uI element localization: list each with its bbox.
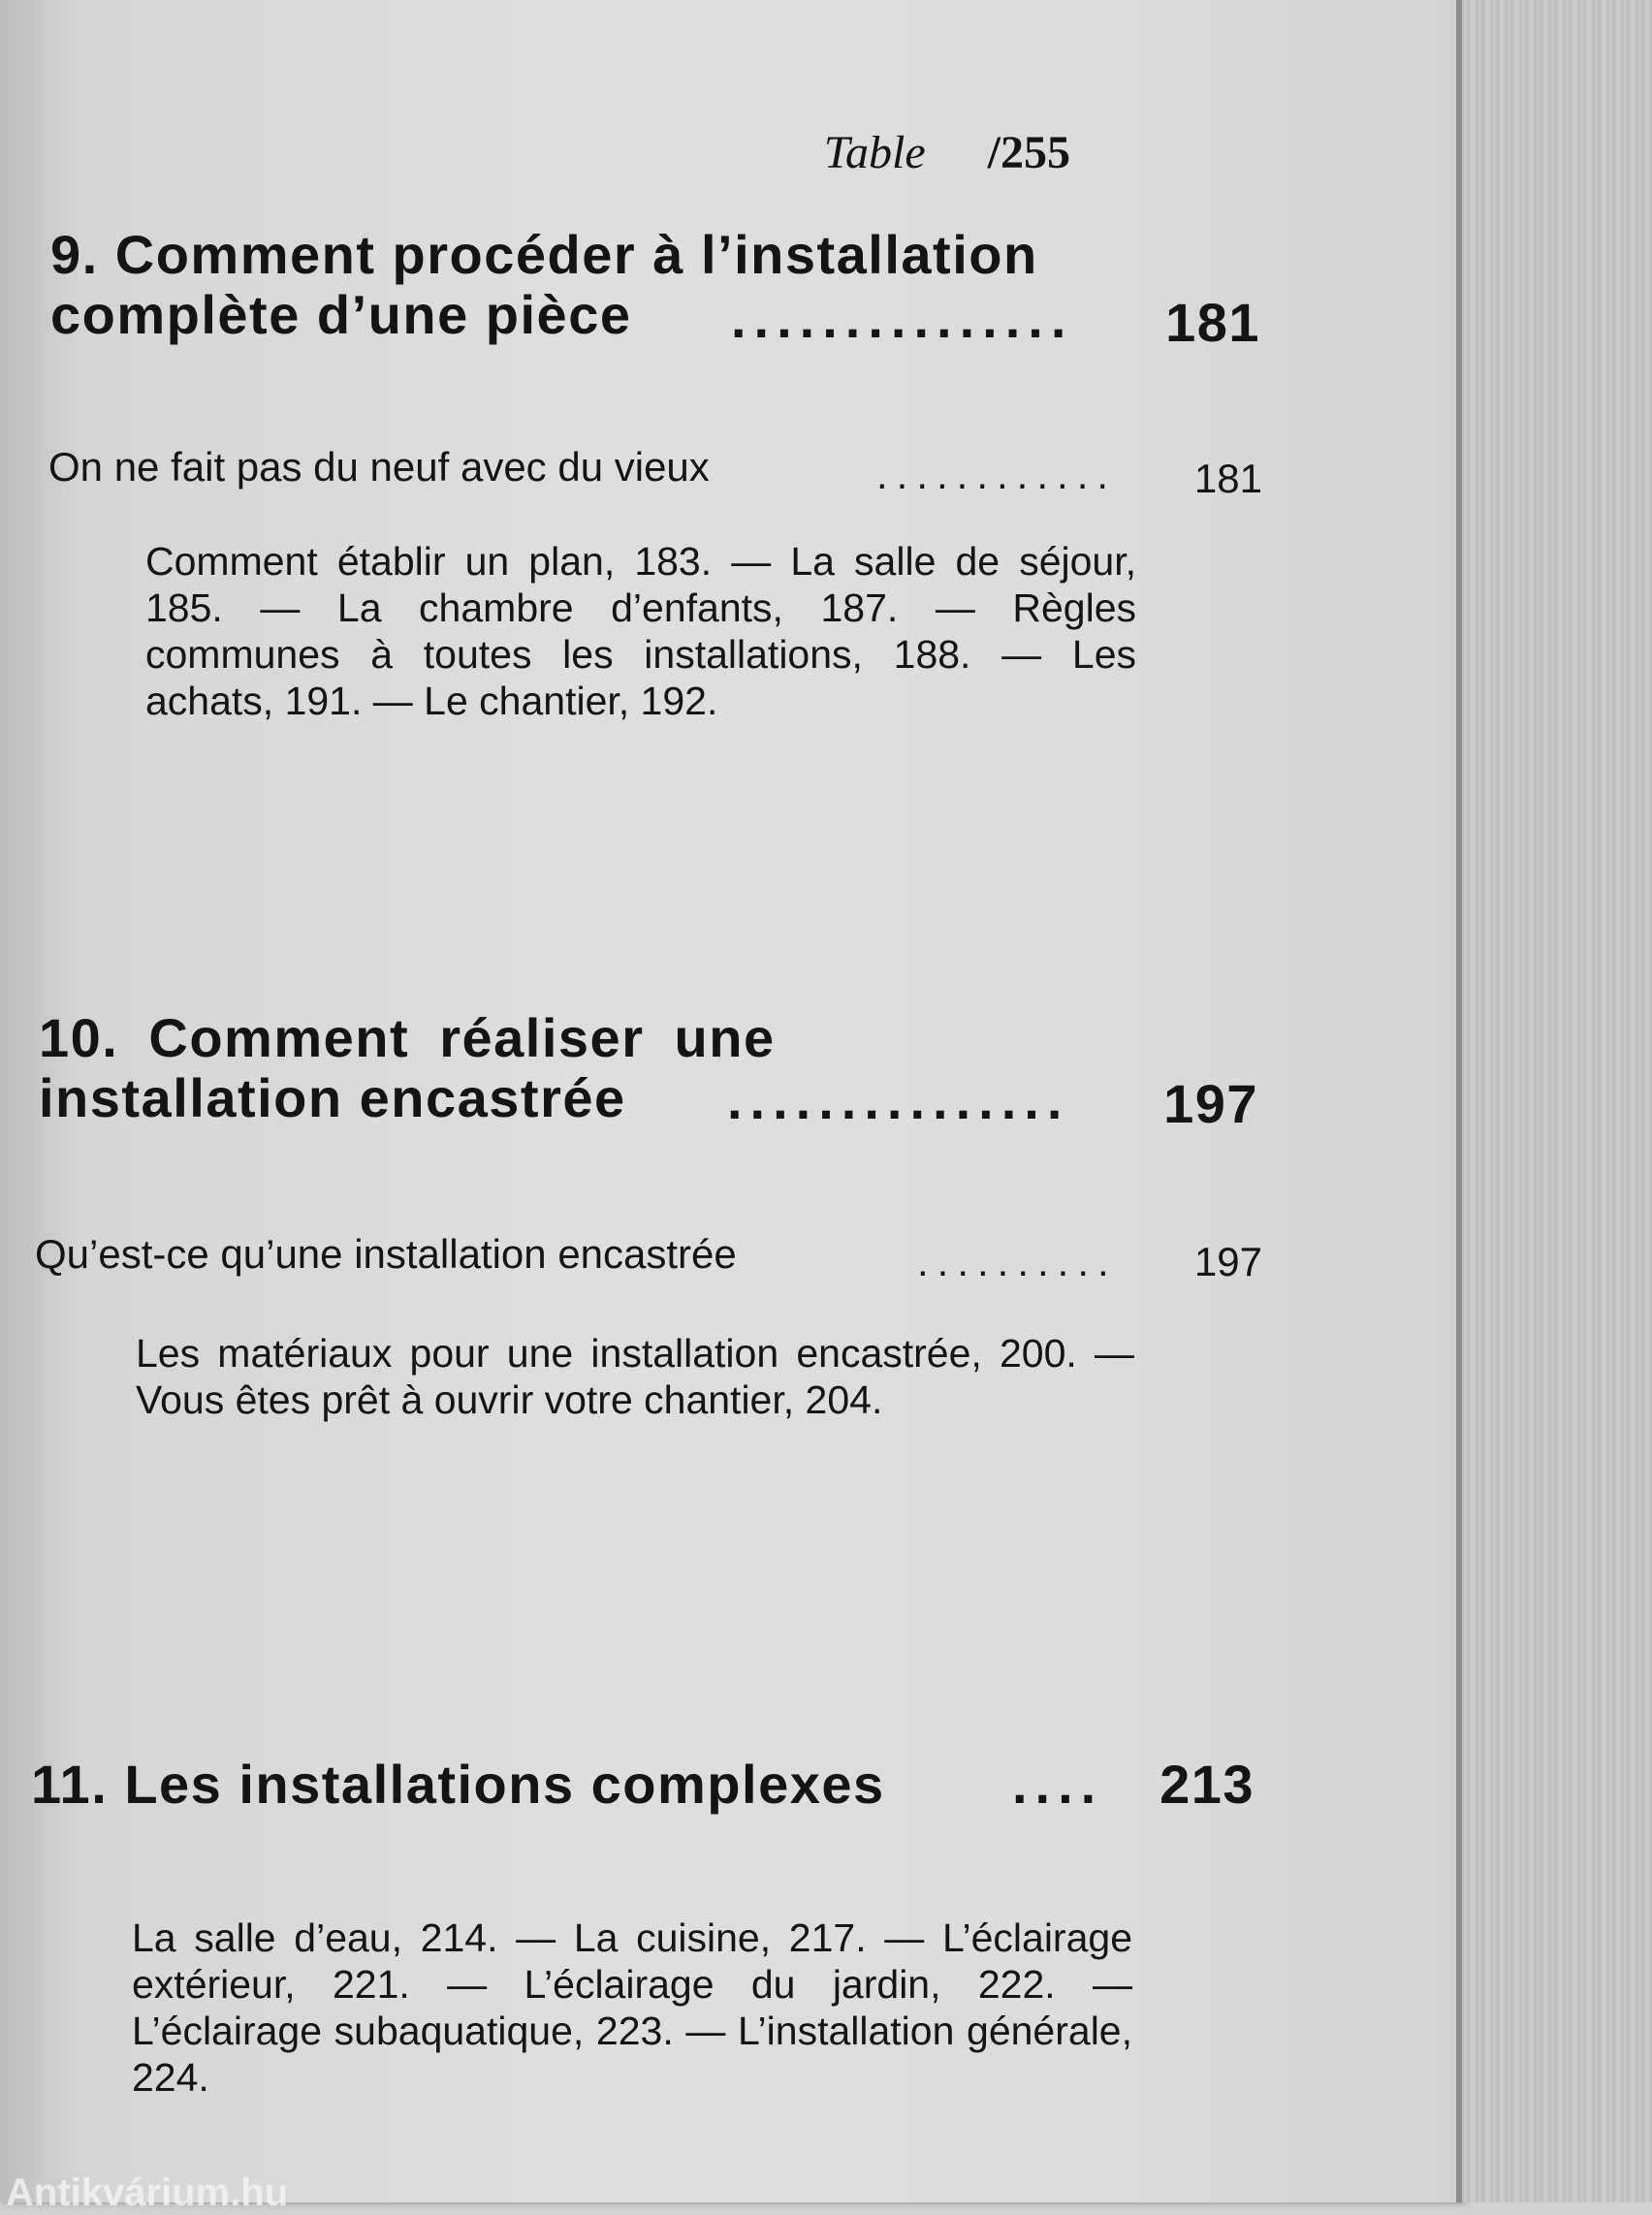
chapter-9-leader-dots: ............... bbox=[731, 288, 1074, 349]
chapter-11-title-row bbox=[31, 1755, 1255, 1815]
chapter-10-leader-dots: ............... bbox=[727, 1069, 1070, 1130]
chapter-9-section-description: Comment établir un plan, 183. — La salle de séjour, 185. — La chambre d’enfants, 187. — Règles communes à toutes les installations, 188. — Les achats, 191. — Le chantier, 192. bbox=[145, 539, 1136, 723]
chapter-10-page: 197 bbox=[1163, 1073, 1258, 1134]
chapter-11-heading bbox=[31, 1755, 1255, 1815]
chapter-11-section-description: La salle d’eau, 214. — La cuisine, 217. — L’éclairage extérieur, 221. — L’éclairage du jardin, 222. — L’éclairage subaquatique, 223. — L’installation générale, 224. bbox=[132, 1915, 1132, 2100]
chapter-10-section-entry bbox=[35, 1231, 1262, 1284]
running-head bbox=[824, 126, 1070, 179]
chapter-9-section-page: 181 bbox=[1193, 456, 1262, 501]
chapter-10-section-dots: .......... bbox=[917, 1239, 1118, 1284]
chapter-9-section-entry bbox=[48, 444, 1262, 501]
running-head-page-number: /255 bbox=[987, 127, 1070, 178]
chapter-10-heading bbox=[39, 1007, 1258, 1134]
chapter-11-page: 213 bbox=[1160, 1754, 1255, 1815]
chapter-10-title-line2-row bbox=[39, 1067, 1258, 1134]
wooden-background bbox=[1462, 0, 1652, 2202]
chapter-9-title-line2-row bbox=[50, 284, 1260, 353]
chapter-11-leader-dots: .... bbox=[1012, 1754, 1104, 1815]
running-head-label: Table bbox=[823, 127, 926, 178]
watermark: Antikvárium.hu bbox=[6, 2171, 289, 2214]
chapter-9-title-line1: 9. Comment procéder à l’installation bbox=[50, 224, 1038, 285]
chapter-9-section-title: On ne fait pas du neuf avec du vieux bbox=[48, 444, 710, 490]
chapter-10-title-line2: installation encastrée bbox=[39, 1067, 626, 1128]
chapter-10-section-title: Qu’est-ce qu’une installation encastrée bbox=[35, 1231, 737, 1277]
chapter-10-title-line1: 10. Comment réaliser une bbox=[39, 1007, 776, 1068]
chapter-9-title-line2: complète d’une pièce bbox=[50, 284, 632, 345]
chapter-9-page: 181 bbox=[1165, 292, 1260, 353]
chapter-9-section-dots: ............ bbox=[876, 452, 1118, 497]
chapter-10-section-description: Les matériaux pour une installation encastrée, 200. — Vous êtes prêt à ouvrir votre chantier, 204. bbox=[136, 1331, 1134, 1422]
chapter-10-section-page: 197 bbox=[1193, 1239, 1262, 1284]
chapter-9-heading bbox=[50, 224, 1260, 353]
chapter-11-title: 11. Les installations complexes bbox=[31, 1754, 885, 1815]
